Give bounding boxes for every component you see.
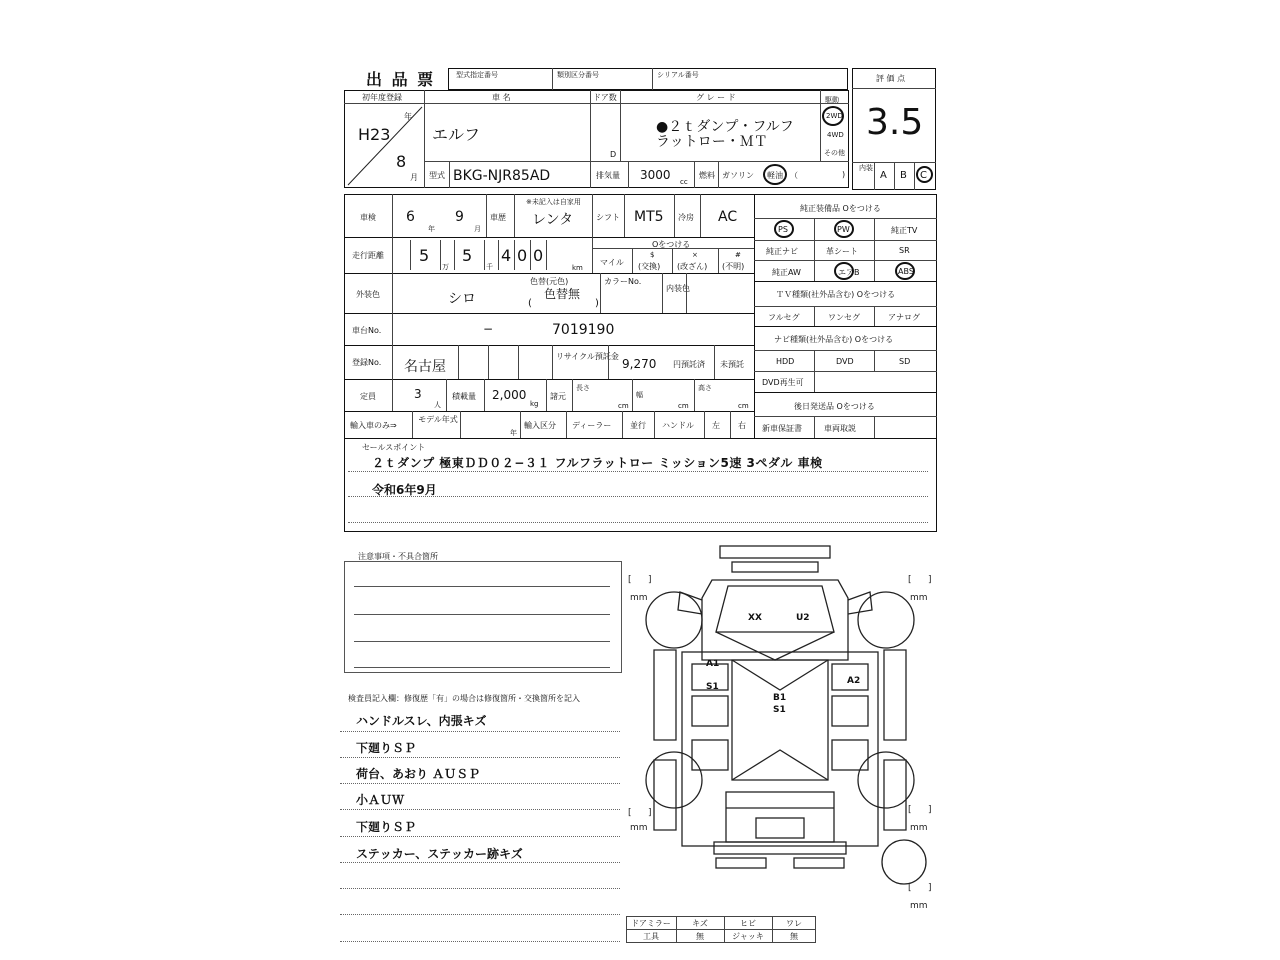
shift-label: シフト — [596, 213, 620, 222]
registration-label: 登録No. — [352, 358, 382, 367]
score-label: 評 価 点 — [876, 74, 906, 83]
code-s1a: S1 — [706, 682, 719, 692]
mark-x: × — [692, 251, 698, 259]
tool-label: 工具 — [643, 932, 659, 941]
bracket-rr-open: [ — [908, 805, 912, 815]
dims-length-cm: cm — [618, 402, 629, 410]
equip-ps: PS — [778, 225, 788, 234]
code-s1b: S1 — [773, 705, 786, 715]
drive-2wd: 2WD — [826, 112, 843, 120]
mirror-header-2: キズ — [692, 919, 708, 928]
inspector-line-4: 小ＡＵＷ — [356, 793, 405, 807]
certified-no-label: 型式指定番号 — [456, 71, 498, 79]
repaint-value: 色替無 — [544, 287, 581, 301]
bracket-rl-close: ] — [648, 808, 652, 818]
tv-title: ＴＶ種類(社外品含む) Oをつける — [776, 290, 896, 299]
mm-rr: mm — [910, 823, 928, 833]
capacity-unit: 人 — [434, 401, 441, 409]
equip-airbag: エアB — [838, 268, 860, 277]
equip-abs-circle — [895, 262, 915, 280]
tv-fullseg: フルセグ — [768, 313, 800, 322]
load-label: 積載量 — [452, 392, 476, 401]
displacement-label: 排気量 — [596, 171, 620, 180]
inspector-label: 検査員記入欄：修復歴「有」の場合は修復箇所・交換箇所を記入 — [348, 694, 580, 703]
ac-label: 冷房 — [678, 213, 694, 222]
import-parallel: 並行 — [630, 421, 646, 430]
history-label: 車歴 — [490, 213, 506, 222]
capacity-value: 3 — [414, 387, 422, 401]
fuel-gasoline: ガソリン — [722, 171, 754, 180]
interior-label: 内装 — [859, 164, 873, 172]
inspector-line-5: 下廻りＳＰ — [356, 820, 417, 834]
mileage-tampered: (改ざん) — [677, 262, 708, 271]
dims-length: 長さ — [576, 384, 590, 392]
fuel-diesel: 軽油 — [767, 171, 783, 180]
shaken-month-unit: 月 — [474, 225, 481, 233]
bracket-fr-open: [ — [908, 575, 912, 585]
equip-aw: 純正AW — [772, 268, 801, 277]
model-year-unit: 年 — [510, 429, 517, 437]
mirror-header-3: ヒビ — [740, 919, 756, 928]
handle-left: 左 — [712, 421, 720, 430]
grade-label: グ レ ー ド — [696, 93, 736, 102]
fuel-other: （ — [790, 171, 798, 180]
door-label: ドア数 — [593, 93, 617, 102]
chassis-dash: − — [483, 322, 494, 336]
code-u2: U2 — [796, 613, 810, 623]
import-class-label: 輸入区分 — [524, 421, 556, 430]
car-name: エルフ — [432, 125, 481, 144]
first-reg-label: 初年度登録 — [362, 93, 402, 102]
inspector-line-3: 荷台、あおり ＡＵＳＰ — [356, 767, 481, 781]
later-manual: 車両取説 — [824, 424, 856, 433]
history-value: レンタ — [532, 212, 574, 228]
color-no-label: カラーNo. — [604, 277, 642, 286]
handle-right: 右 — [738, 421, 746, 430]
dims-height-cm: cm — [738, 402, 749, 410]
navi-title: ナビ種類(社外品含む) Oをつける — [774, 335, 894, 344]
shaken-month: 9 — [455, 209, 464, 225]
grade-line2: ラットロー・ＭＴ — [656, 134, 768, 150]
mileage-digit-5: 0 — [533, 246, 544, 265]
repaint-paren-open: ( — [528, 298, 532, 309]
code-a2: A2 — [847, 676, 861, 686]
mark-dollar: $ — [650, 251, 655, 259]
equip-ps-circle — [774, 220, 794, 238]
mm-fl: mm — [630, 593, 648, 603]
model-value: BKG-NJR85AD — [453, 168, 551, 184]
serial-no-label: シリアル番号 — [657, 71, 699, 79]
first-reg-month-unit: 月 — [410, 173, 418, 182]
shaken-label: 車検 — [360, 213, 376, 222]
tool-value: 無 — [696, 932, 704, 941]
inspector-line-6: ステッカー、ステッカー跡キズ — [356, 847, 523, 861]
bracket-rr-close: ] — [928, 805, 932, 815]
first-reg-year-unit: 年 — [404, 112, 412, 121]
bracket-rl-open: [ — [628, 808, 632, 818]
shaken-year: 6 — [406, 209, 415, 225]
ac-value: AC — [718, 209, 738, 225]
mark-hash: # — [735, 251, 741, 259]
sales-point-line1: ２ｔダンプ 極東ＤＤ０２−３１ フルフラットロー ミッション5速 3ペダル 車検 — [372, 456, 823, 470]
shift-value: MT5 — [634, 209, 664, 225]
import-label: 輸入車のみ⇒ — [350, 421, 397, 430]
car-name-label: 車 名 — [492, 93, 511, 102]
load-unit: kg — [530, 400, 539, 408]
recycle-value: 9,270 — [622, 357, 657, 371]
import-dealer: ディーラー — [572, 421, 612, 430]
equip-pw: PW — [837, 225, 850, 234]
dims-width: 幅 — [636, 391, 643, 399]
interior-color-label: 内装色 — [666, 284, 690, 293]
tv-oneseg: ワンセグ — [828, 313, 860, 322]
mirror-header-4: ワレ — [786, 919, 802, 928]
fuel-label: 燃料 — [699, 171, 715, 180]
mm-rl: mm — [630, 823, 648, 833]
inspector-line-1: ハンドルスレ、内張キズ — [356, 714, 487, 728]
inspector-line-2: 下廻りＳＰ — [356, 741, 417, 755]
equip-sr: SR — [899, 246, 910, 255]
mileage-digit-2: 5 — [462, 246, 473, 265]
equip-leather: 革シート — [826, 247, 858, 256]
notes-label: 注意事項・不具合箇所 — [358, 552, 438, 561]
dims-label: 諸元 — [550, 392, 566, 401]
sales-point-label: セールスポイント — [362, 443, 426, 452]
mileage-unknown: (不明) — [722, 262, 745, 271]
model-year-label: モデル年式 — [418, 415, 458, 424]
equip-tv: 純正TV — [891, 226, 918, 235]
bracket-fl-open: [ — [628, 575, 632, 585]
displacement-unit: cc — [680, 178, 688, 186]
dims-width-cm: cm — [678, 402, 689, 410]
mirror-header-1: ドアミラー — [631, 919, 671, 928]
code-b1: B1 — [773, 693, 787, 703]
fuel-circle — [763, 164, 787, 185]
later-warranty: 新車保証書 — [762, 424, 802, 433]
truck-diagram — [620, 540, 940, 940]
navi-hdd: HDD — [776, 357, 795, 366]
drive-other: その他 — [824, 149, 845, 157]
bracket-fr-close: ] — [928, 575, 932, 585]
mm-fr: mm — [910, 593, 928, 603]
drive-circle — [822, 106, 844, 126]
notes-box — [344, 561, 622, 673]
bracket-fl-close: ] — [648, 575, 652, 585]
mileage-label: 走行距離 — [352, 251, 384, 260]
equip-abs: ABS — [898, 267, 914, 276]
registration-value: 名古屋 — [404, 359, 446, 375]
chassis-label: 車台No. — [352, 326, 382, 335]
form-title: 出 品 票 — [366, 70, 436, 89]
tv-analog: アナログ — [888, 313, 920, 322]
jack-value: 無 — [790, 932, 798, 941]
bracket-sp-close: ] — [928, 883, 932, 893]
capacity-label: 定員 — [360, 392, 376, 401]
chassis-value: 7019190 — [552, 322, 615, 338]
handle-label: ハンドル — [662, 421, 694, 430]
shaken-year-unit: 年 — [428, 225, 435, 233]
recycle-label: リサイクル預託金 — [556, 352, 619, 361]
repaint-label: 色替(元色) — [530, 277, 569, 286]
mileage-man: 万 — [442, 263, 449, 271]
mileage-mile: マイル — [600, 258, 624, 267]
serial-box — [448, 68, 848, 90]
repaint-paren-close: ) — [595, 298, 599, 309]
bracket-sp-open: [ — [908, 883, 912, 893]
recycle-unpaid: 未預託 — [720, 360, 744, 369]
fuel-close: ) — [842, 170, 846, 179]
score-value: 3.5 — [866, 102, 924, 143]
history-note: ※未記入は自家用 — [526, 198, 581, 206]
equipment-title: 純正装備品 Oをつける — [800, 204, 881, 213]
equip-airbag-circle — [834, 262, 854, 280]
interior-grade-circle — [916, 166, 933, 183]
mileage-digit-1: 5 — [419, 246, 430, 265]
mileage-sen: 千 — [486, 263, 493, 271]
mileage-exchanged: (交換) — [638, 262, 661, 271]
door-unit: D — [610, 150, 617, 159]
dvd-playback: DVD再生可 — [762, 378, 804, 387]
equip-pw-circle — [834, 220, 854, 238]
interior-grade-c: C — [920, 170, 927, 181]
displacement-value: 3000 — [640, 168, 671, 182]
model-label: 型式 — [429, 171, 445, 180]
interior-grade-a: A — [880, 170, 887, 181]
navi-dvd: DVD — [836, 357, 854, 366]
mm-sp: mm — [910, 901, 928, 911]
code-a1: A1 — [706, 659, 720, 669]
code-xx: XX — [748, 613, 762, 623]
load-value: 2,000 — [492, 388, 527, 402]
jack-label: ジャッキ — [732, 932, 764, 941]
mileage-km: km — [572, 264, 583, 272]
dims-height: 高さ — [698, 384, 712, 392]
navi-sd: SD — [899, 357, 911, 366]
grade-line1: ●２ｔダンプ・フルフ — [656, 119, 794, 135]
drive-label: 駆動 — [825, 96, 839, 104]
class-no-label: 類別区分番号 — [557, 71, 599, 79]
color-value: シロ — [448, 291, 476, 307]
mileage-digit-4: 0 — [517, 246, 528, 265]
mileage-mark-note: Oをつける — [652, 240, 691, 249]
sales-point-line2: 令和6年9月 — [372, 483, 437, 497]
equip-navi: 純正ナビ — [766, 247, 798, 256]
later-title: 後日発送品 Oをつける — [794, 402, 875, 411]
recycle-paid: 円預託済 — [673, 360, 705, 369]
first-reg-month: 8 — [396, 152, 407, 171]
interior-grade-b: B — [900, 170, 907, 181]
first-reg-year: H23 — [358, 125, 391, 144]
drive-4wd: 4WD — [827, 131, 844, 139]
color-label: 外装色 — [356, 290, 380, 299]
mileage-digit-3: 4 — [501, 246, 512, 265]
